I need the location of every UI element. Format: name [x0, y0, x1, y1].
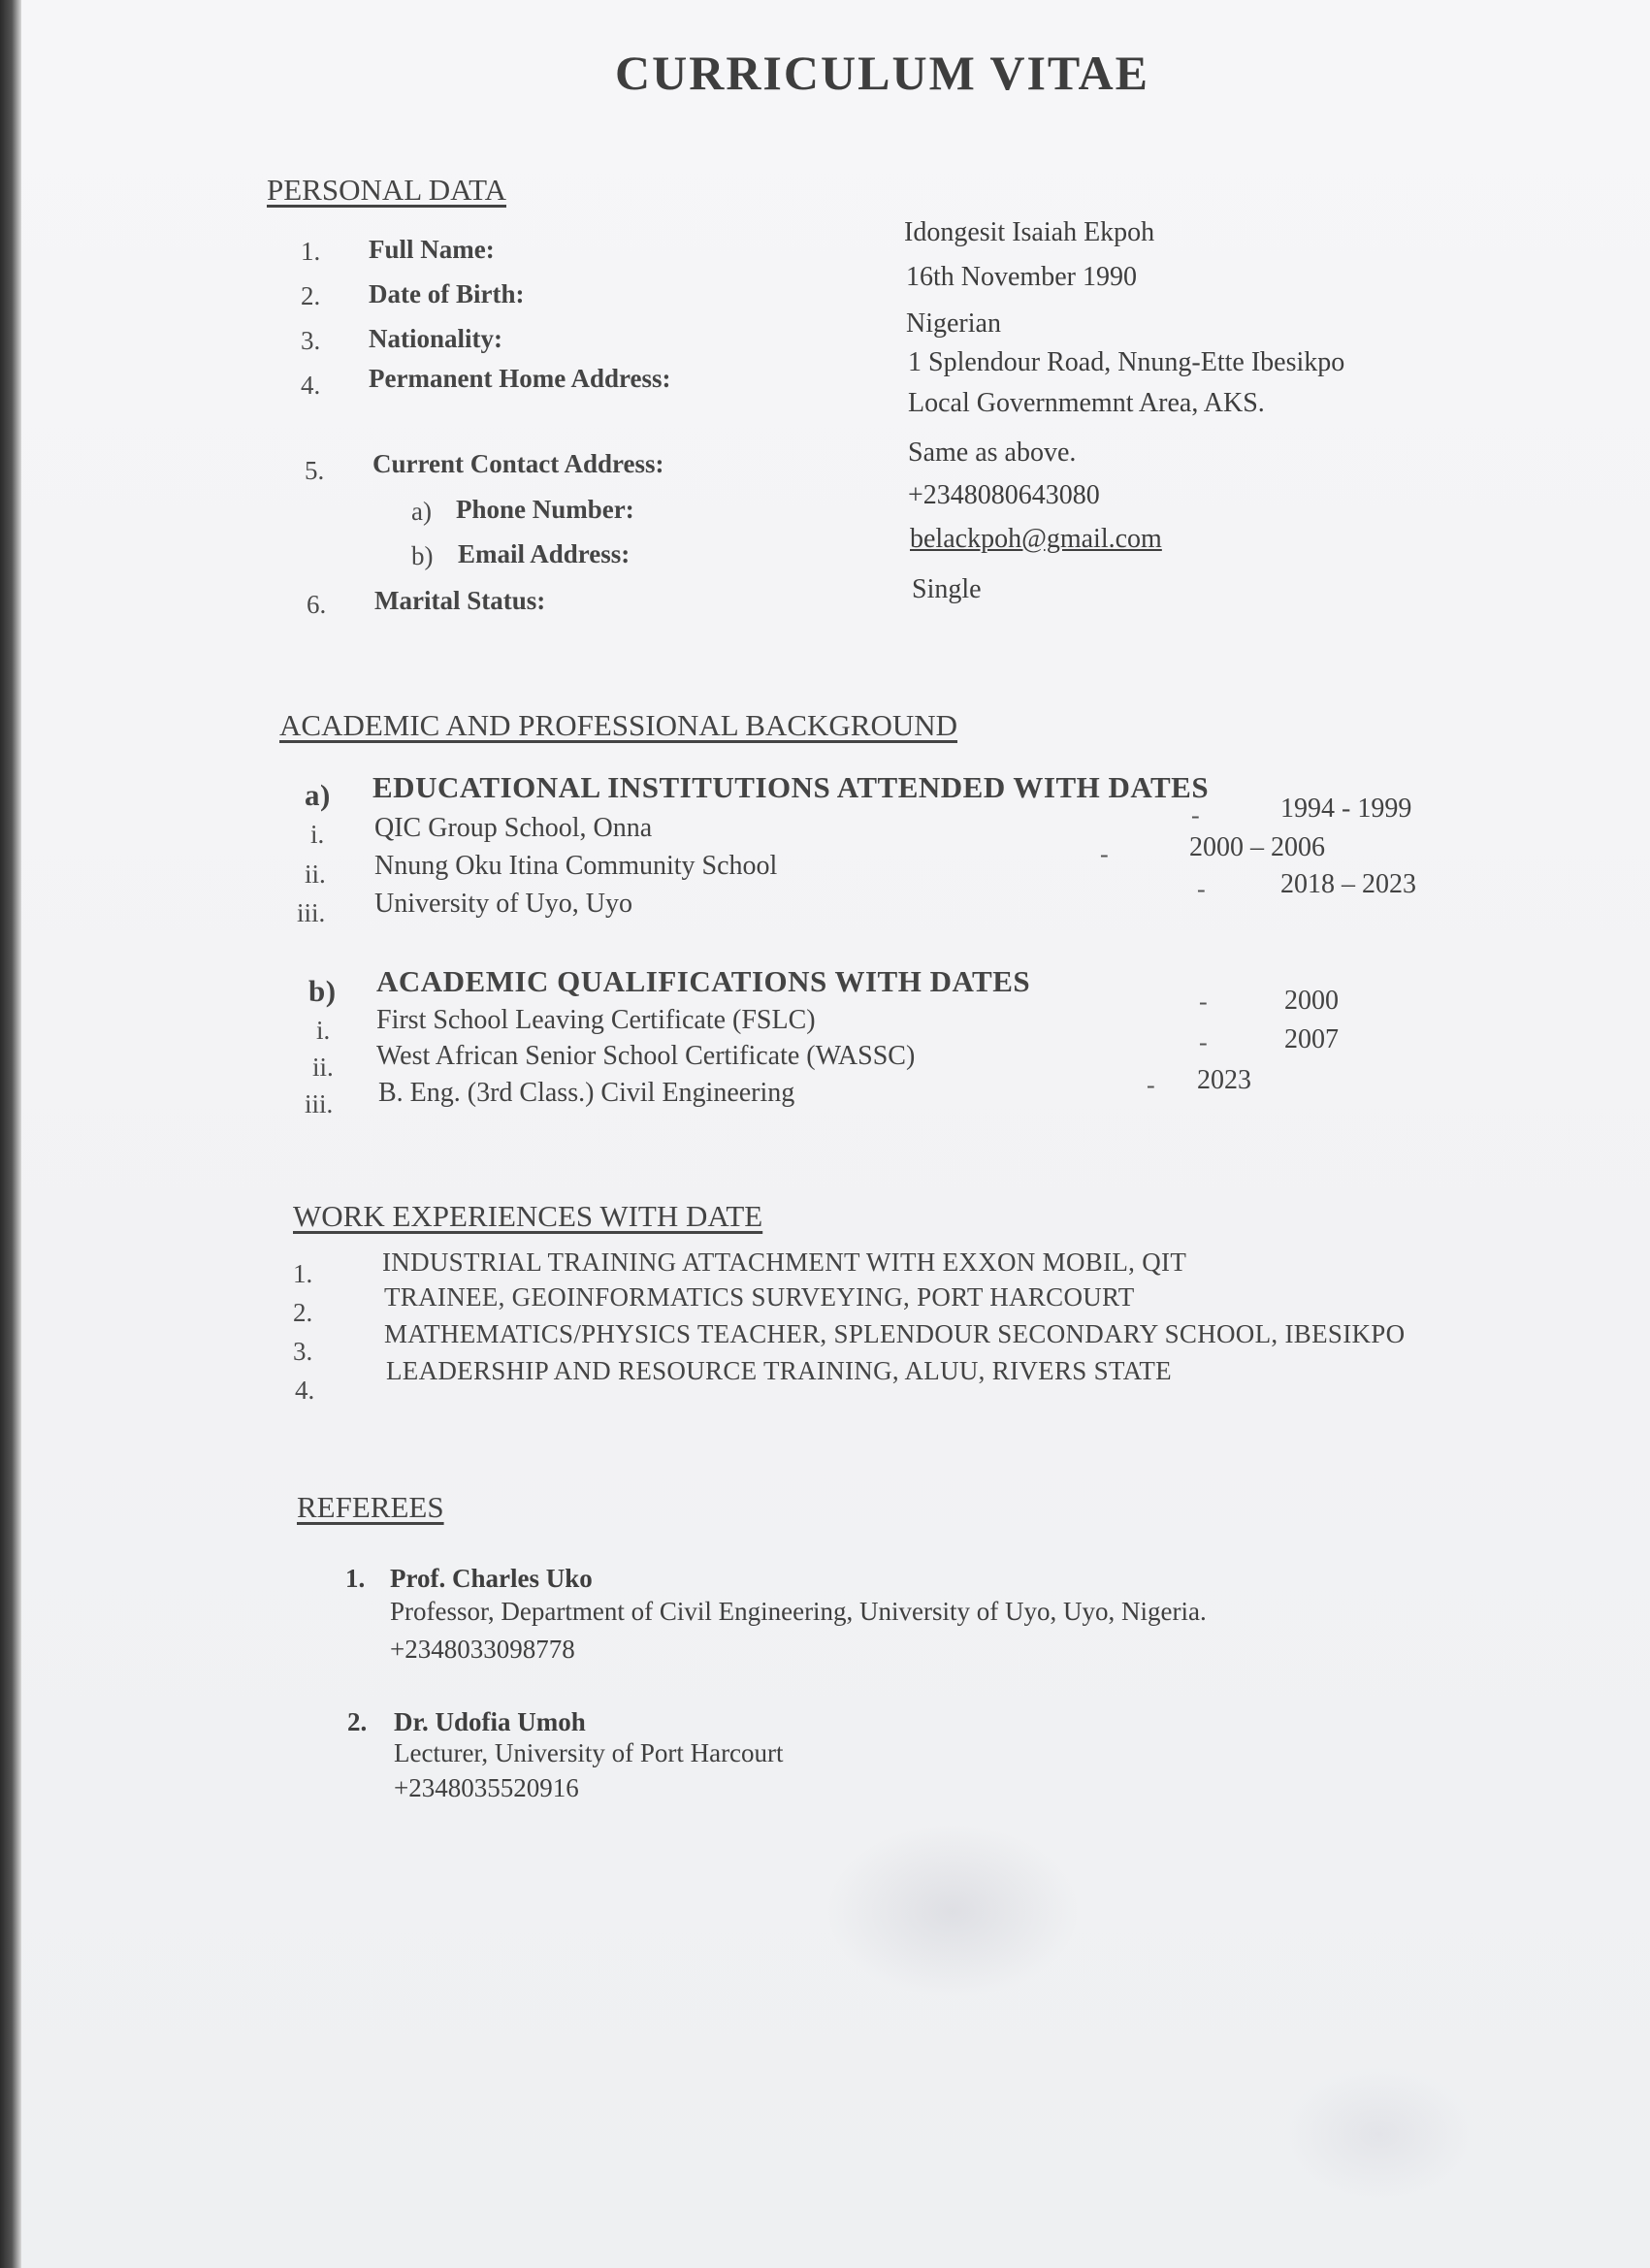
work-text: INDUSTRIAL TRAINING ATTACHMENT WITH EXXON MOBIL, QIT — [382, 1247, 1187, 1277]
field-label: Full Name: — [369, 235, 495, 264]
row-dash: - — [1100, 840, 1109, 868]
section-heading-personal: PERSONAL DATA — [267, 173, 506, 207]
item-number: 5. — [305, 456, 325, 485]
item-number: 2. — [293, 1298, 313, 1327]
work-text: LEADERSHIP AND RESOURCE TRAINING, ALUU, RIVERS STATE — [386, 1356, 1172, 1385]
referee-position: Lecturer, University of Port Harcourt — [394, 1738, 784, 1767]
scan-smudge — [1282, 2066, 1476, 2202]
field-value: +2348080643080 — [908, 480, 1100, 510]
item-number: 3. — [293, 1337, 313, 1366]
institution-name: University of Uyo, Uyo — [374, 889, 632, 919]
row-dash: - — [1147, 1071, 1155, 1099]
subsection-marker: b) — [308, 974, 337, 1008]
work-text: MATHEMATICS/PHYSICS TEACHER, SPLENDOUR SECONDARY SCHOOL, IBESIKPO — [384, 1319, 1406, 1348]
item-number: 1. — [293, 1259, 313, 1288]
institution-name: QIC Group School, Onna — [374, 813, 653, 843]
institution-dates: 2018 – 2023 — [1280, 869, 1416, 899]
field-value: 16th November 1990 — [906, 262, 1137, 292]
row-number: i. — [310, 820, 325, 849]
field-value-line2: Local Governmemnt Area, AKS. — [908, 388, 1265, 418]
row-number: iii. — [297, 898, 326, 927]
referee-name: Prof. Charles Uko — [390, 1564, 593, 1593]
field-value: Single — [912, 574, 982, 604]
qualification-name: First School Leaving Certificate (FSLC) — [376, 1005, 816, 1035]
item-marker: b) — [411, 541, 434, 570]
referee-phone: +2348033098778 — [390, 1635, 575, 1664]
subsection-marker: a) — [305, 778, 331, 812]
section-heading-referees: REFEREES — [297, 1490, 444, 1524]
row-dash: - — [1197, 875, 1206, 903]
row-number: ii. — [305, 859, 326, 889]
institution-dates: 1994 - 1999 — [1280, 794, 1412, 824]
row-dash: - — [1199, 988, 1208, 1016]
item-number: 4. — [295, 1376, 315, 1405]
field-label: Email Address: — [458, 539, 631, 568]
qualification-date: 2023 — [1197, 1065, 1251, 1095]
row-number: ii. — [312, 1053, 334, 1082]
referee-phone: +2348035520916 — [394, 1773, 579, 1802]
row-number: i. — [316, 1016, 331, 1045]
referee-name: Dr. Udofia Umoh — [394, 1707, 586, 1736]
section-heading-academic: ACADEMIC AND PROFESSIONAL BACKGROUND — [279, 708, 958, 742]
row-number: iii. — [305, 1089, 334, 1118]
field-value: 1 Splendour Road, Nnung-Ette Ibesikpo — [908, 347, 1345, 377]
document-page — [21, 0, 1650, 2268]
institution-name: Nnung Oku Itina Community School — [374, 851, 778, 881]
row-dash: - — [1191, 801, 1200, 829]
scan-smudge — [826, 1824, 1079, 1998]
row-dash: - — [1199, 1028, 1208, 1056]
qualification-name: B. Eng. (3rd Class.) Civil Engineering — [378, 1078, 795, 1108]
document-title: CURRICULUM VITAE — [615, 46, 1150, 100]
qualification-date: 2007 — [1284, 1024, 1339, 1054]
field-value: Idongesit Isaiah Ekpoh — [904, 217, 1155, 247]
referee-number: 2. — [347, 1707, 368, 1736]
field-value: Nigerian — [906, 308, 1001, 339]
subsection-title: EDUCATIONAL INSTITUTIONS ATTENDED WITH DATES — [372, 770, 1210, 804]
qualification-name: West African Senior School Certificate (WASSC) — [376, 1041, 916, 1071]
referee-number: 1. — [345, 1564, 366, 1593]
field-value: Same as above. — [908, 437, 1077, 468]
field-label: Permanent Home Address: — [369, 364, 671, 393]
field-label: Phone Number: — [456, 495, 634, 524]
item-number: 6. — [307, 590, 327, 619]
scan-edge-shadow — [0, 0, 21, 2268]
work-text: TRAINEE, GEOINFORMATICS SURVEYING, PORT HARCOURT — [384, 1282, 1135, 1312]
subsection-title: ACADEMIC QUALIFICATIONS WITH DATES — [376, 964, 1031, 998]
item-number: 2. — [301, 281, 321, 310]
item-number: 4. — [301, 371, 321, 400]
field-label: Date of Birth: — [369, 279, 525, 308]
institution-dates: 2000 – 2006 — [1189, 832, 1325, 862]
item-number: 3. — [301, 326, 321, 355]
referee-position: Professor, Department of Civil Engineering, University of Uyo, Uyo, Nigeria. — [390, 1597, 1207, 1626]
item-marker: a) — [411, 497, 432, 526]
email-value: belackpoh@gmail.com — [910, 524, 1162, 554]
item-number: 1. — [301, 237, 321, 266]
qualification-date: 2000 — [1284, 986, 1339, 1016]
section-heading-work: WORK EXPERIENCES WITH DATE — [293, 1199, 763, 1233]
field-label: Nationality: — [369, 324, 502, 353]
field-label: Current Contact Address: — [372, 449, 664, 478]
field-label: Marital Status: — [374, 586, 546, 615]
